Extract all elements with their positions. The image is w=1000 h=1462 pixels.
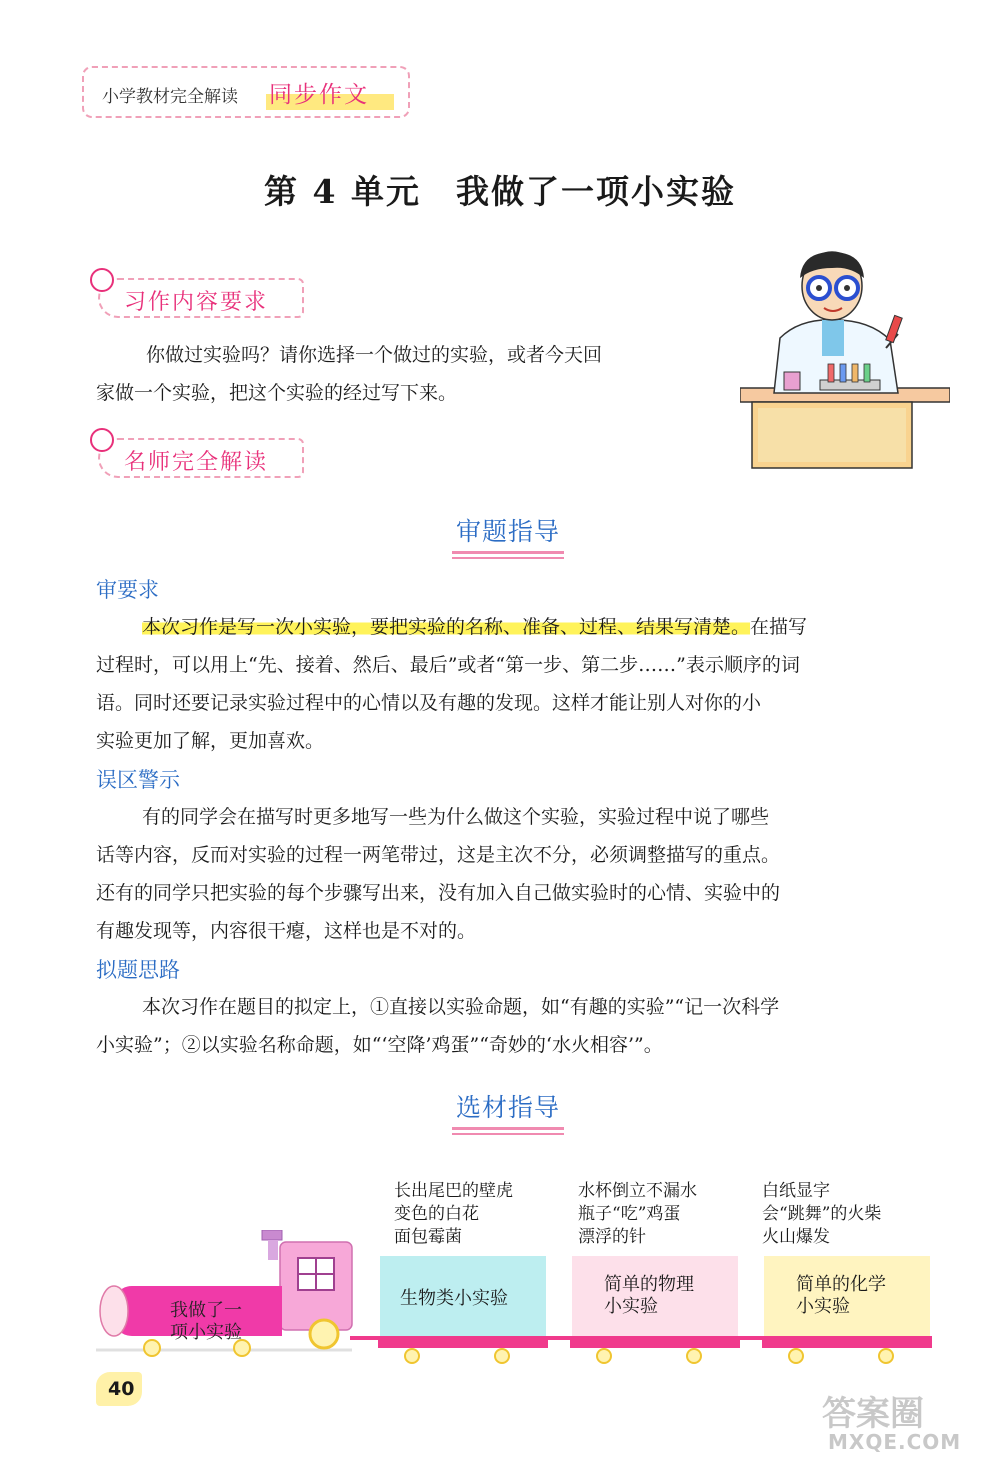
coupler xyxy=(350,1336,380,1340)
requirements-line-1: 你做过实验吗？请你选择一个做过的实验，或者今天回 xyxy=(146,344,603,366)
car-chemistry-label xyxy=(796,1274,886,1318)
tag-requirements-label: 习作内容要求 xyxy=(124,290,269,315)
subhead-requirements: 审要求 xyxy=(96,578,159,602)
car-bar xyxy=(570,1336,740,1348)
req-line-3: 语。同时还要记录实验过程中的心情以及有趣的发现。这样才能让别人对你的小 xyxy=(96,692,762,714)
topic-item: 白纸显字 xyxy=(762,1181,830,1201)
title-underline-2 xyxy=(452,1133,564,1135)
engine-label xyxy=(170,1300,242,1344)
topic-item: 漂浮的针 xyxy=(578,1227,646,1247)
title-underline xyxy=(452,1127,564,1130)
topic-item: 火山爆发 xyxy=(762,1227,830,1247)
req-line-1 xyxy=(142,608,807,646)
watermark-line-1: 答案圈 xyxy=(822,1394,924,1434)
pitfall-line-1: 有的同学会在描写时更多地写一些为什么做这个实验，实验过程中说了哪些 xyxy=(142,806,770,828)
section-material-title xyxy=(456,1088,560,1124)
req-line-2: 过程时，可以用上“先、接着、然后、最后”或者“第一步、第二步……”表示顺序的词 xyxy=(96,654,800,676)
pitfall-line-4: 有趣发现等，内容很干瘪，这样也是不对的。 xyxy=(96,920,477,942)
topic-item: 瓶子“吃”鸡蛋 xyxy=(578,1204,681,1224)
tag-analysis xyxy=(98,438,304,478)
topic-item: 变色的白花 xyxy=(394,1204,479,1224)
title-underline-2 xyxy=(452,557,564,559)
tag-bubble-icon xyxy=(90,268,114,292)
req-line-1-rest: 在描写 xyxy=(750,616,808,638)
book-header-label xyxy=(82,66,410,118)
topics-biology xyxy=(394,1180,513,1249)
coupler xyxy=(740,1336,762,1340)
tag-requirements xyxy=(98,278,304,318)
req-line-4: 实验更加了解，更加喜欢。 xyxy=(96,730,325,752)
tag-bubble-icon xyxy=(90,428,114,452)
req-highlight: 本次习作是写一次小实验，要把实验的名称、准备、过程、结果写清楚。 xyxy=(142,616,751,638)
unit-title: 第 4 单元 我做了一项小实验 xyxy=(264,172,736,211)
topic-item: 长出尾巴的壁虎 xyxy=(394,1181,513,1201)
car-biology-label: 生物类小实验 xyxy=(400,1288,508,1309)
tag-analysis-label: 名师完全解读 xyxy=(124,450,269,475)
car-label-line: 简单的物理 xyxy=(604,1274,694,1295)
wheel xyxy=(404,1348,420,1364)
engine-label-line: 项小实验 xyxy=(170,1322,242,1343)
subhead-pitfalls: 误区警示 xyxy=(96,768,180,792)
topics-chemistry xyxy=(762,1180,881,1249)
topic-item: 会“跳舞”的火柴 xyxy=(762,1204,882,1224)
section-material-title-text: 选材指导 xyxy=(456,1093,561,1122)
book-name: 小学教材完全解读 xyxy=(102,87,238,107)
wheel xyxy=(596,1348,612,1364)
watermark-line-2: MXQE.COM xyxy=(828,1430,962,1454)
watermark xyxy=(822,1386,992,1456)
wheel xyxy=(686,1348,702,1364)
pitfall-line-2: 话等内容，反而对实验的过程一两笔带过，这是主次不分，必须调整描写的重点。 xyxy=(96,844,781,866)
section-guide-title xyxy=(456,512,560,548)
series-name: 同步作文 xyxy=(269,82,369,108)
car-physics-label xyxy=(604,1274,694,1318)
car-label-line: 小实验 xyxy=(796,1296,850,1317)
car-label-line: 简单的化学 xyxy=(796,1274,886,1295)
page-number: 40 xyxy=(108,1378,135,1400)
topic-item: 面包霉菌 xyxy=(394,1227,462,1247)
title-line-1: 本次习作在题目的拟定上，①直接以实验命题，如“有趣的实验”“记一次科学 xyxy=(142,996,780,1018)
car-label-line: 小实验 xyxy=(604,1296,658,1317)
title-underline xyxy=(452,551,564,554)
topic-item: 水杯倒立不漏水 xyxy=(578,1181,697,1201)
wheel xyxy=(494,1348,510,1364)
wheel xyxy=(878,1348,894,1364)
topics-physics xyxy=(578,1180,697,1249)
car-bar xyxy=(762,1336,932,1348)
pitfall-line-3: 还有的同学只把实验的每个步骤写出来，没有加入自己做实验时的心情、实验中的 xyxy=(96,882,781,904)
engine-label-line: 我做了一 xyxy=(170,1300,242,1321)
coupler xyxy=(548,1336,570,1340)
scientist-illustration xyxy=(740,248,950,470)
section-guide-title-text: 审题指导 xyxy=(456,517,561,546)
car-bar xyxy=(378,1336,548,1348)
wheel xyxy=(788,1348,804,1364)
subhead-titles: 拟题思路 xyxy=(96,958,180,982)
title-line-2: 小实验”；②以实验名称命题，如“‘空降’鸡蛋”“奇妙的‘水火相容’”。 xyxy=(96,1034,663,1056)
requirements-line-2: 家做一个实验，把这个实验的经过写下来。 xyxy=(96,382,458,404)
